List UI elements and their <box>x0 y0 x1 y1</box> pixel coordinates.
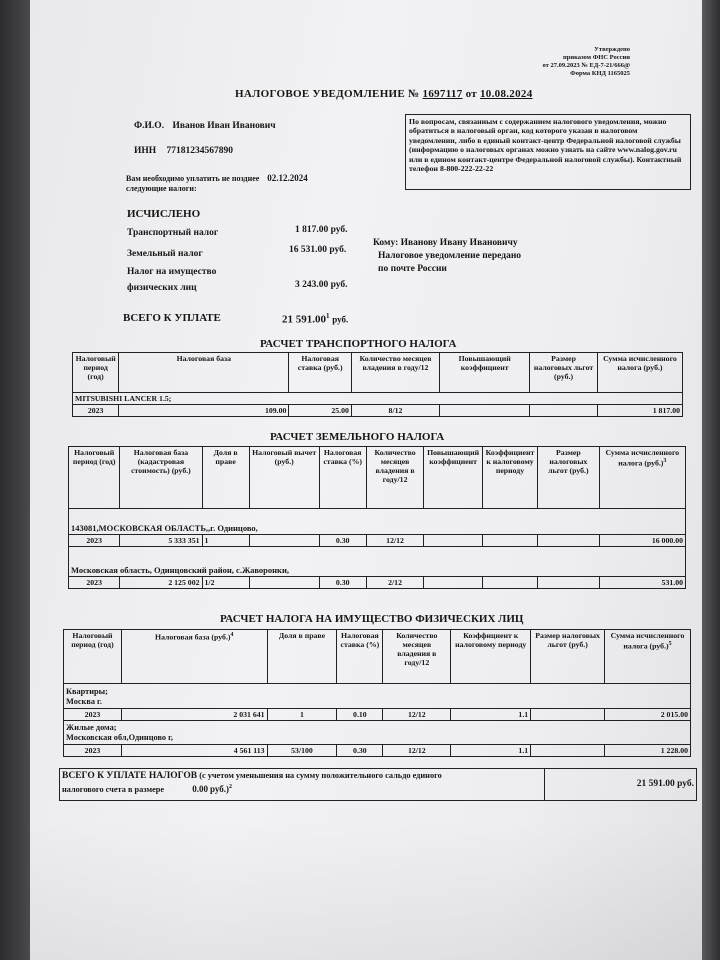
approval-block <box>542 46 630 78</box>
header-cell: Налоговая ставка (руб.) <box>289 353 352 393</box>
grand-total-row <box>60 769 697 801</box>
recipient-line2: Налоговое уведомление передано <box>378 251 522 261</box>
grand-total-currency: руб. <box>677 779 694 789</box>
tax-notice-page <box>30 0 702 960</box>
cell <box>538 535 600 547</box>
table-row <box>64 745 691 757</box>
cell <box>531 709 605 721</box>
inn-label: ИНН <box>134 146 157 156</box>
cell: 0.30 <box>337 745 383 757</box>
transport-tax-label: Транспортный налог <box>127 228 219 238</box>
grand-total-amount <box>545 769 697 801</box>
notice-date: 10.08.2024 <box>480 88 533 100</box>
property-tax-label-1: Налог на имущество <box>127 267 217 277</box>
header-cell: Размер налоговых льгот (руб.) <box>531 630 605 684</box>
property-tax-amount <box>295 280 348 290</box>
total-label: ВСЕГО К УПЛАТЕ <box>123 312 221 324</box>
object-name: Московская область, Одинцовский район, с.Жаворонки, <box>69 547 686 577</box>
transport-section-title: РАСЧЕТ ТРАНСПОРТНОГО НАЛОГА <box>260 338 457 350</box>
cell: 12/12 <box>383 745 451 757</box>
header-cell: Налоговая ставка (%) <box>337 630 383 684</box>
land-tax-value: 16 531.00 <box>289 245 327 255</box>
header-cell: Налоговый период (год) <box>73 353 119 393</box>
header-cell: Налоговая база (кадастровая стоимость) (руб.) <box>120 447 202 509</box>
cell <box>249 577 319 589</box>
grand-total-label-bold: ВСЕГО К УПЛАТЕ НАЛОГОВ <box>62 771 198 781</box>
cell: 0.30 <box>319 577 366 589</box>
cell <box>440 405 530 417</box>
header-cell <box>121 630 267 684</box>
total-currency: руб. <box>332 314 349 325</box>
cell: 25.00 <box>289 405 352 417</box>
cell <box>482 577 537 589</box>
footnote-mark: 4 <box>230 632 234 638</box>
cell: 2/12 <box>366 577 424 589</box>
background-left <box>0 0 30 960</box>
object-name: 143081,МОСКОВСКАЯ ОБЛАСТЬ,,г. Одинцово, <box>69 509 686 535</box>
fio-label: Ф.И.О. <box>134 121 165 131</box>
cell: 1.1 <box>451 745 531 757</box>
header-text: Сумма исчисленного налога (руб.) <box>605 448 680 468</box>
transport-tax-value: 1 817.00 <box>295 225 329 235</box>
cell: 12/12 <box>383 709 451 721</box>
header-text: Налоговая база (руб.) <box>155 632 231 642</box>
cell <box>482 535 537 547</box>
object-address: Москва г. <box>66 697 102 706</box>
header-cell: Повышающий коэффициент <box>424 447 483 509</box>
header-cell: Налоговый вычет (руб.) <box>249 447 319 509</box>
table-row <box>69 535 686 547</box>
cell: 109.00 <box>119 405 289 417</box>
grand-total-value: 21 591.00 <box>636 779 675 789</box>
pay-deadline-label: Вам необходимо уплатить не позднее <box>126 174 260 183</box>
object-name: MITSUBISHI LANCER 1.5; <box>73 393 683 405</box>
cell: 1 <box>202 535 249 547</box>
grand-total-line2: налогового счета в размере <box>62 784 165 794</box>
inn-value: 77181234567890 <box>166 146 234 156</box>
object-address: Московская обл,Одинцово г, <box>66 733 173 742</box>
recipient-to: Кому: Иванову Ивану Ивановичу <box>373 238 518 248</box>
grand-total-label <box>60 769 545 801</box>
header-cell: Количество месяцев владения в году/12 <box>351 353 439 393</box>
cell: 2 125 002 <box>120 577 202 589</box>
table-row <box>69 577 686 589</box>
table-row <box>73 405 683 417</box>
inn-line <box>134 146 233 156</box>
footnote-mark: 3 <box>663 458 667 464</box>
photo-shadow <box>30 820 702 960</box>
total-amount <box>282 312 348 326</box>
land-section-title: РАСЧЕТ ЗЕМЕЛЬНОГО НАЛОГА <box>270 431 445 443</box>
summary-heading: ИСЧИСЛЕНО <box>127 208 201 220</box>
pay-deadline-date: 02.12.2024 <box>267 173 308 183</box>
header-cell: Размер налоговых льгот (руб.) <box>530 353 598 393</box>
fio-line <box>134 121 276 131</box>
header-cell <box>605 630 691 684</box>
table-object-row <box>69 547 686 577</box>
cell: 1 <box>267 709 337 721</box>
object-name <box>64 721 691 745</box>
cell: 4 561 113 <box>121 745 267 757</box>
header-cell: Повышающий коэффициент <box>440 353 530 393</box>
cell: 2023 <box>64 745 122 757</box>
approval-line: от 27.09.2023 № ЕД-7-21/666@ <box>542 62 630 69</box>
cell: 2023 <box>73 405 119 417</box>
cell <box>530 405 598 417</box>
land-tax-label: Земельный налог <box>127 249 203 259</box>
grand-total-table <box>59 768 697 801</box>
header-cell: Доля в праве <box>267 630 337 684</box>
currency-label: руб. <box>329 245 347 255</box>
cell <box>538 577 600 589</box>
table-header-row <box>64 630 691 684</box>
table-row <box>64 709 691 721</box>
cell <box>249 535 319 547</box>
currency-label: руб. <box>330 280 348 290</box>
cell: 1.1 <box>451 709 531 721</box>
header-cell: Количество месяцев владения в году/12 <box>366 447 424 509</box>
header-cell: Коэффициент к налоговому периоду <box>482 447 537 509</box>
fio-value: Иванов Иван Иванович <box>172 121 276 131</box>
currency-label: руб. <box>330 225 348 235</box>
property-section-title: РАСЧЕТ НАЛОГА НА ИМУЩЕСТВО ФИЗИЧЕСКИХ ЛИЦ <box>220 613 524 625</box>
approval-line: Утверждено <box>594 46 630 53</box>
cell: 1 228.00 <box>605 745 691 757</box>
total-footnote: 1 <box>326 312 330 320</box>
cell <box>424 535 483 547</box>
approval-line: Форма КНД 1165025 <box>570 70 630 77</box>
pay-deadline-line <box>126 173 308 183</box>
grand-total-label-rest: (с учетом уменьшения на сумму положительного сальдо единого <box>197 771 442 780</box>
property-tax-value: 3 243.00 <box>295 280 329 290</box>
table-object-row <box>64 721 691 745</box>
property-table <box>63 629 691 757</box>
transport-table <box>72 352 683 417</box>
header-cell <box>599 447 685 509</box>
cell <box>424 577 483 589</box>
header-cell: Коэффициент к налоговому периоду <box>451 630 531 684</box>
cell: 16 000.00 <box>599 535 685 547</box>
object-type: Жилые дома; <box>66 723 117 732</box>
cell: 1/2 <box>202 577 249 589</box>
cell: 2 031 641 <box>121 709 267 721</box>
saldo-value: 0.00 <box>192 783 208 794</box>
land-tax-amount <box>289 245 346 255</box>
header-cell: Налоговая ставка (%) <box>319 447 366 509</box>
cell: 8/12 <box>351 405 439 417</box>
pay-deadline-line2: следующие налоги: <box>126 184 197 193</box>
recipient-line3: по почте России <box>378 264 447 274</box>
cell: 2023 <box>64 709 122 721</box>
table-object-row <box>64 684 691 709</box>
table-header-row <box>73 353 683 393</box>
object-type: Квартиры; <box>66 687 108 696</box>
cell: 5 333 351 <box>120 535 202 547</box>
cell: 12/12 <box>366 535 424 547</box>
cell: 2 015.00 <box>605 709 691 721</box>
notice-title <box>235 88 533 100</box>
saldo-unit: руб.) <box>210 783 230 794</box>
cell: 0.10 <box>337 709 383 721</box>
background-right <box>702 0 720 960</box>
table-header-row <box>69 447 686 509</box>
cell: 2023 <box>69 577 120 589</box>
table-object-row <box>73 393 683 405</box>
total-value: 21 591.00 <box>282 313 326 326</box>
cell: 1 817.00 <box>597 405 682 417</box>
header-cell: Количество месяцев владения в году/12 <box>383 630 451 684</box>
header-cell: Доля в праве <box>202 447 249 509</box>
header-cell: Размер налоговых льгот (руб.) <box>538 447 600 509</box>
cell: 0.30 <box>319 535 366 547</box>
transport-tax-amount <box>295 225 348 235</box>
cell <box>531 745 605 757</box>
notice-number: 1697117 <box>422 88 463 100</box>
footnote-mark: 5 <box>668 641 672 647</box>
table-object-row <box>69 509 686 535</box>
property-tax-label-2: физических лиц <box>127 283 197 293</box>
header-text: Сумма исчисленного налога (руб.) <box>610 631 685 651</box>
info-box: По вопросам, связанным с содержанием налогового уведомления, можно обратиться в налоговый орган, код которого указан в налоговом уведомлении, либо в единый контакт-центр Федеральной налоговой службы (информацию о налоговых органах можно узнать на сайте www.nalog.gov.ru или в едином контакт-центре Федеральной налоговой службы). Контактный телефон 8-800-222-22-22 <box>405 114 691 190</box>
notice-title-prefix: НАЛОГОВОЕ УВЕДОМЛЕНИЕ № <box>235 88 420 100</box>
cell: 53/100 <box>267 745 337 757</box>
header-cell: Налоговый период (год) <box>69 447 120 509</box>
header-cell: Сумма исчисленного налога (руб.) <box>597 353 682 393</box>
cell: 2023 <box>69 535 120 547</box>
header-cell: Налоговый период (год) <box>64 630 122 684</box>
approval-line: приказом ФНС России <box>562 54 630 61</box>
object-name <box>64 684 691 709</box>
header-cell: Налоговая база <box>119 353 289 393</box>
cell: 531.00 <box>599 577 685 589</box>
land-table <box>68 446 686 589</box>
notice-date-prefix: от <box>465 88 477 100</box>
footnote-mark: 2 <box>229 784 233 790</box>
